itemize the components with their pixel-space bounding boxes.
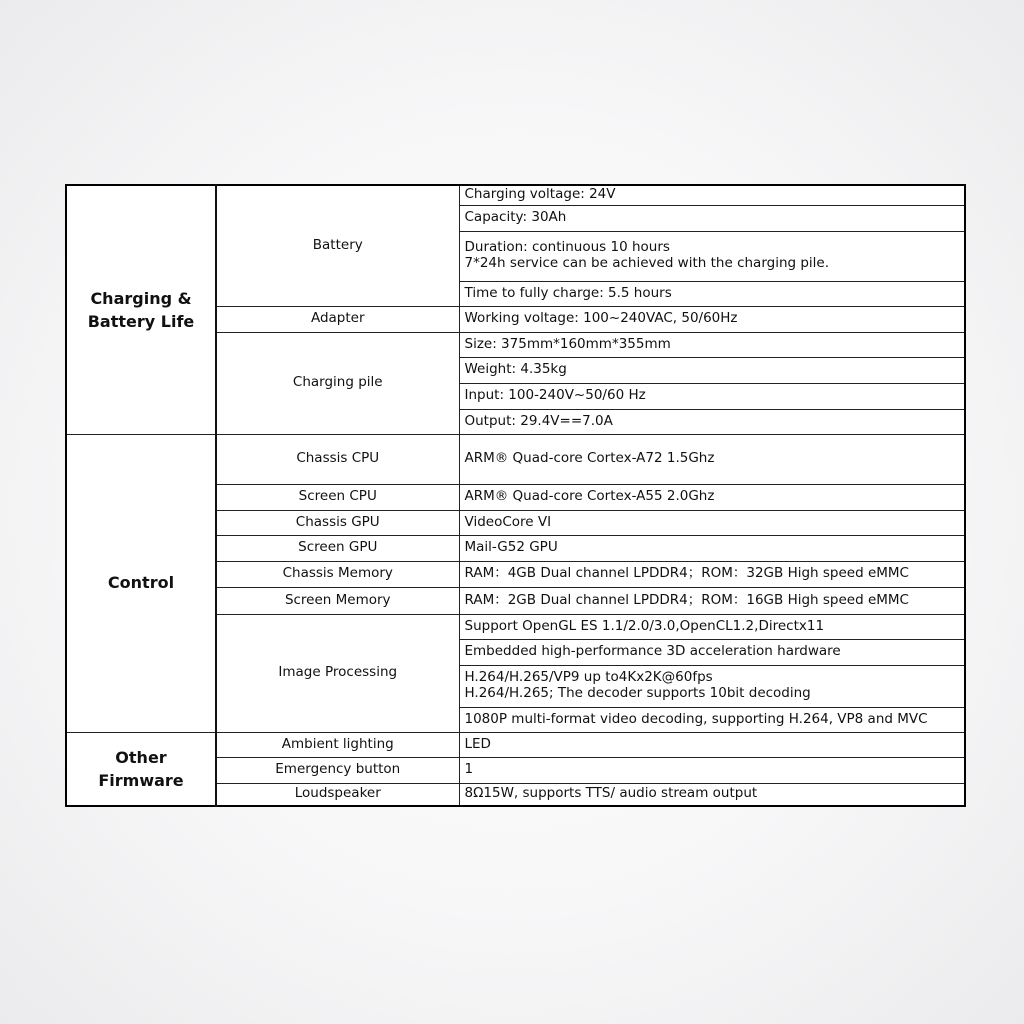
item-name-adapter: Adapter (216, 306, 459, 332)
spec-value-line: Capacity: 30Ah (464, 209, 567, 226)
item-name-charging-pile: Charging pile (216, 332, 459, 434)
item-name-screen-memory: Screen Memory (216, 587, 459, 614)
spec-value-cell (459, 185, 965, 205)
spec-value-cell (459, 561, 965, 587)
spec-value-cell (459, 757, 965, 783)
category-label: Battery Life (87, 311, 195, 331)
spec-value-line: H.264/H.265; The decoder supports 10bit decoding (464, 685, 811, 701)
spec-table-body (66, 185, 965, 806)
spec-row (66, 732, 965, 757)
spec-row (66, 434, 965, 484)
spec-value-cell (459, 707, 965, 732)
spec-value-line: VideoCore VI (464, 513, 552, 530)
spec-value-cell (459, 231, 965, 281)
spec-value-cell (459, 434, 965, 484)
item-name-screen-cpu: Screen CPU (216, 484, 459, 510)
item-name-loudspeaker: Loudspeaker (216, 783, 459, 806)
spec-value-line: Working voltage: 100~240VAC, 50/60Hz (464, 310, 738, 327)
item-name-chassis-gpu: Chassis GPU (216, 510, 459, 535)
category-label: Charging & (90, 288, 192, 308)
category-label: Control (107, 573, 175, 593)
spec-value-cell (459, 587, 965, 614)
item-name-battery: Battery (216, 185, 459, 306)
spec-value-cell (459, 783, 965, 806)
spec-value-line: LED (464, 735, 491, 752)
category-label: Other Firmware (98, 747, 184, 790)
spec-value-line: H.264/H.265/VP9 up to4Kx2K@60fps (464, 669, 713, 686)
spec-value-line: Weight: 4.35kg (464, 361, 567, 378)
item-name-chassis-cpu: Chassis CPU (216, 434, 459, 484)
spec-value-line: 7*24h service can be achieved with the charging pile. (464, 255, 830, 271)
category-cell-charging-battery-life (66, 185, 216, 434)
spec-value-line: Time to fully charge: 5.5 hours (464, 284, 672, 301)
spec-value-cell (459, 639, 965, 665)
spec-value-cell (459, 306, 965, 332)
spec-value-line: Support OpenGL ES 1.1/2.0/3.0,OpenCL1.2,Directx11 (464, 617, 825, 634)
spec-value-cell (459, 535, 965, 561)
spec-value-line: Duration: continuous 10 hours (464, 239, 670, 256)
spec-value-line: RAM：4GB Dual channel LPDDR4；ROM：32GB High speed eMMC (464, 565, 909, 582)
spec-value-line: Input: 100-240V~50/60 Hz (464, 387, 646, 404)
spec-value-line: Size: 375mm*160mm*355mm (464, 335, 671, 352)
spec-value-cell (459, 614, 965, 639)
spec-value-line: 1080P multi-format video decoding, supporting H.264, VP8 and MVC (464, 710, 928, 727)
spec-value-line: Charging voltage: 24V (464, 186, 616, 203)
spec-value-line: RAM：2GB Dual channel LPDDR4；ROM：16GB High speed eMMC (464, 591, 909, 608)
spec-value-line: Mail-G52 GPU (464, 539, 558, 556)
spec-value-cell (459, 357, 965, 383)
spec-table (65, 184, 966, 807)
spec-value-cell (459, 665, 965, 707)
spec-value-cell (459, 409, 965, 434)
spec-value-cell (459, 281, 965, 306)
item-name-screen-gpu: Screen GPU (216, 535, 459, 561)
spec-value-line: ARM® Quad-core Cortex-A72 1.5Ghz (464, 450, 715, 467)
spec-value-line: Output: 29.4V==7.0A (464, 412, 613, 429)
spec-value-cell (459, 510, 965, 535)
spec-value-cell (459, 383, 965, 409)
spec-value-line: 8Ω15W, supports TTS/ audio stream output (464, 785, 758, 802)
item-name-ambient-lighting: Ambient lighting (216, 732, 459, 757)
category-cell-other-firmware (66, 732, 216, 806)
spec-value-cell (459, 732, 965, 757)
spec-value-line: Embedded high-performance 3D acceleration hardware (464, 643, 841, 660)
spec-row (66, 185, 965, 205)
item-name-emergency-button: Emergency button (216, 757, 459, 783)
spec-value-cell (459, 205, 965, 231)
spec-value-line: ARM® Quad-core Cortex-A55 2.0Ghz (464, 488, 715, 505)
item-name-chassis-memory: Chassis Memory (216, 561, 459, 587)
spec-value-line: 1 (464, 761, 474, 778)
category-cell-control (66, 434, 216, 732)
spec-value-cell (459, 484, 965, 510)
spec-value-cell (459, 332, 965, 357)
item-name-image-processing: Image Processing (216, 614, 459, 732)
